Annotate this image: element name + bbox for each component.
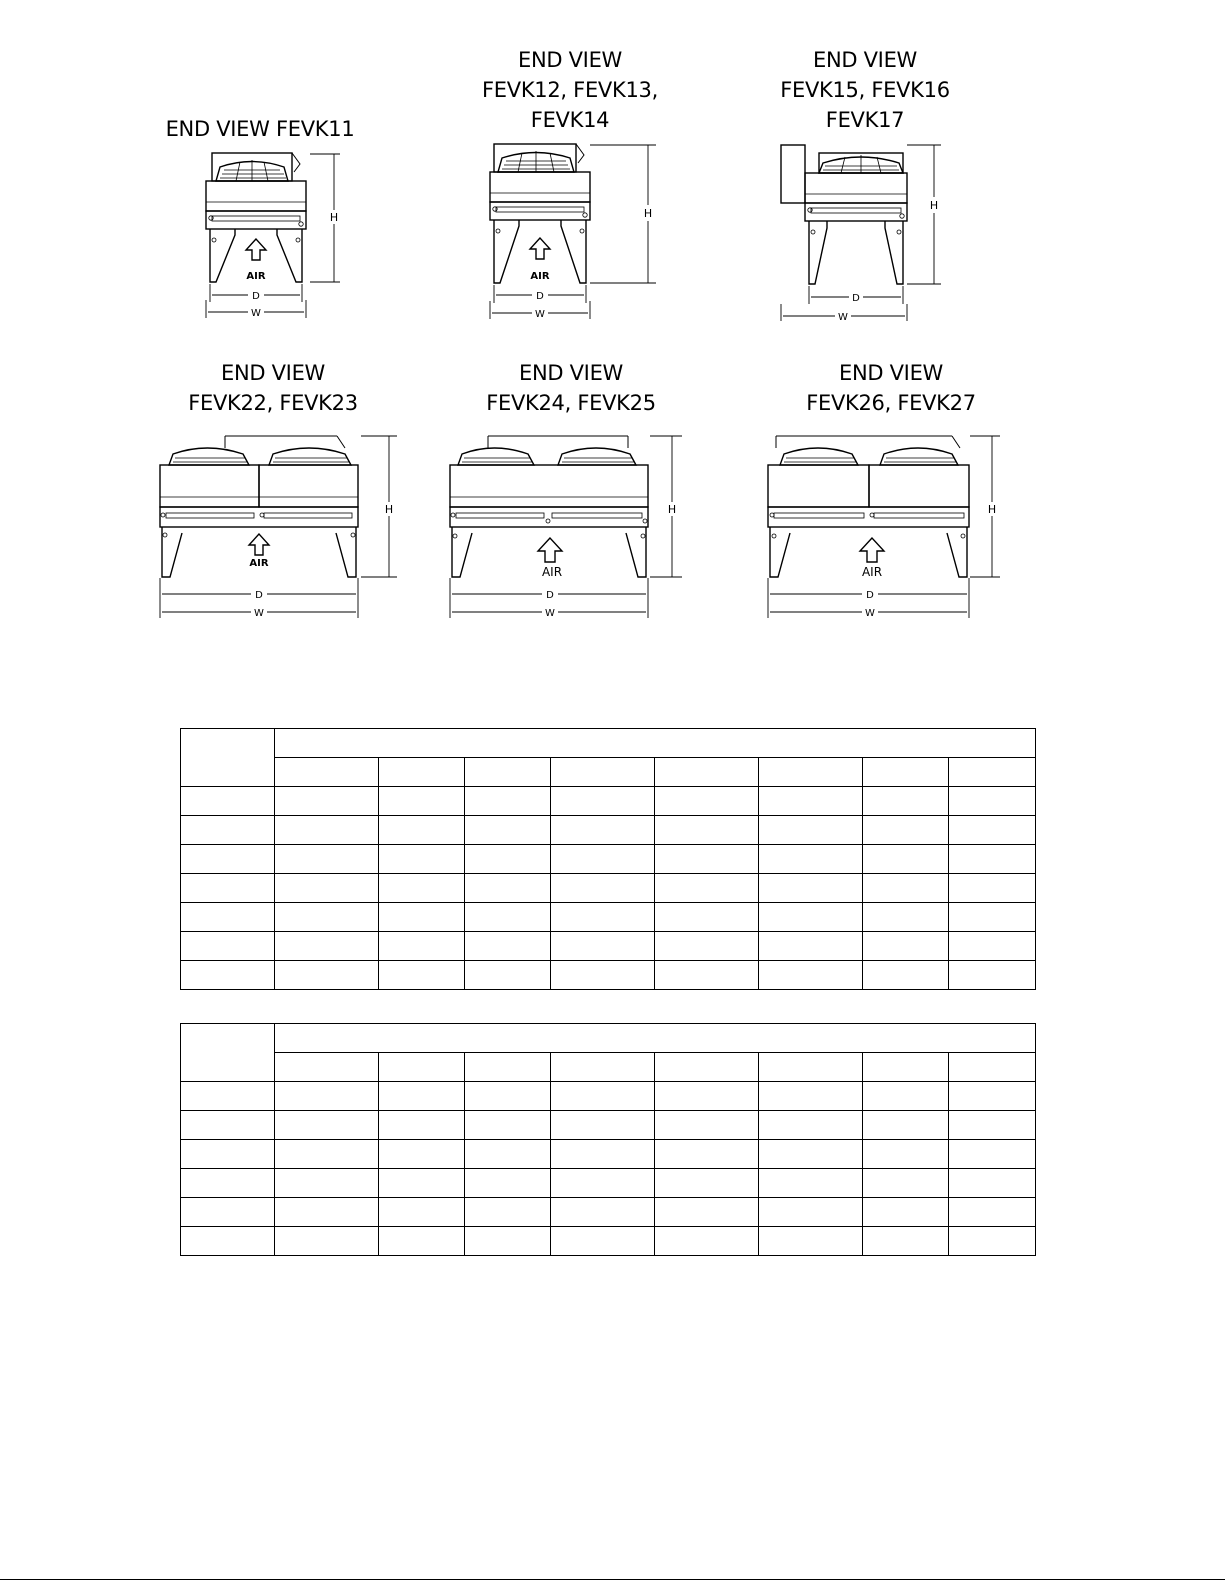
table-header-row [181, 729, 1036, 758]
table-row [181, 1198, 1036, 1227]
table-row [181, 1140, 1036, 1169]
table-cell [949, 932, 1036, 961]
table-cell [181, 932, 275, 961]
table-cell [465, 1169, 551, 1198]
table-cell [379, 1111, 465, 1140]
table-cell [863, 758, 949, 787]
table-cell [759, 932, 863, 961]
table-row [181, 1111, 1036, 1140]
table-cell [379, 932, 465, 961]
view-title-line: END VIEW [517, 48, 622, 72]
table-cell [759, 758, 863, 787]
table-cell [465, 1198, 551, 1227]
view-title-line: FEVK15, FEVK16 [780, 78, 950, 102]
view-title-line: END VIEW [220, 361, 325, 385]
view-title-line: FEVK14 [530, 108, 610, 132]
view-title-line: END VIEW [812, 48, 917, 72]
table-cell [949, 1053, 1036, 1082]
end-view-fevk12-14 [450, 45, 690, 330]
table-row [181, 932, 1036, 961]
table-cell [863, 845, 949, 874]
table-cell [949, 903, 1036, 932]
table-cell [379, 961, 465, 990]
table-cell [655, 758, 759, 787]
table-cell [949, 758, 1036, 787]
end-view-fevk22-23 [145, 358, 405, 620]
table-cell [949, 961, 1036, 990]
table-row [181, 1082, 1036, 1111]
table-row [181, 903, 1036, 932]
table-cell [863, 903, 949, 932]
table-cell [551, 903, 655, 932]
table-cell [863, 1053, 949, 1082]
table-cell [181, 845, 275, 874]
table-cell [181, 1169, 275, 1198]
height-label: H [987, 503, 997, 516]
table-cell [949, 1169, 1036, 1198]
table-cell [379, 787, 465, 816]
table-cell [655, 1140, 759, 1169]
table-cell [655, 1227, 759, 1256]
table-cell [551, 816, 655, 845]
table-cell [275, 845, 379, 874]
depth-label: D [252, 291, 260, 302]
table-cell [275, 1111, 379, 1140]
table-cell [181, 1140, 275, 1169]
table-cell [379, 1140, 465, 1169]
table-cell [655, 1198, 759, 1227]
table-cell [379, 758, 465, 787]
table-cell [379, 1053, 465, 1082]
table-cell [465, 1227, 551, 1256]
table-cell [275, 932, 379, 961]
table-cell [379, 1198, 465, 1227]
table-cell [655, 932, 759, 961]
table-cell [465, 1082, 551, 1111]
table-cell [759, 1227, 863, 1256]
table-cell [863, 787, 949, 816]
table-cell [181, 874, 275, 903]
table-cell [551, 758, 655, 787]
dimension-table-1 [180, 728, 1036, 990]
table-cell [275, 1140, 379, 1169]
table-cell [379, 903, 465, 932]
view-title-line: END VIEW [518, 361, 623, 385]
height-label: H [384, 503, 394, 516]
table-cell [949, 1227, 1036, 1256]
end-view-fevk26-27 [760, 358, 1010, 620]
air-label: AIR [530, 271, 550, 282]
height-label: H [643, 207, 653, 220]
view-title-line: FEVK26, FEVK27 [806, 391, 976, 415]
table-subheader-row [181, 758, 1036, 787]
table-cell [379, 874, 465, 903]
table-cell [465, 845, 551, 874]
table-cell [949, 816, 1036, 845]
table-cell [181, 1111, 275, 1140]
width-label: W [254, 608, 264, 619]
table-cell [863, 874, 949, 903]
table-cell [181, 1198, 275, 1227]
table-cell [655, 874, 759, 903]
table-cell [181, 1082, 275, 1111]
group-header-cell [275, 729, 1036, 758]
table-cell [949, 845, 1036, 874]
table-row [181, 816, 1036, 845]
table-cell [275, 787, 379, 816]
table-cell [551, 1053, 655, 1082]
table-cell [465, 874, 551, 903]
table-cell [759, 903, 863, 932]
table-cell [379, 816, 465, 845]
table-cell [551, 961, 655, 990]
depth-label: D [546, 590, 554, 601]
table-cell [949, 1140, 1036, 1169]
width-label: W [545, 608, 555, 619]
table-cell [275, 758, 379, 787]
table-cell [465, 903, 551, 932]
table-cell [759, 816, 863, 845]
table-row [181, 787, 1036, 816]
table-row [181, 961, 1036, 990]
height-label: H [929, 199, 939, 212]
table-cell [863, 961, 949, 990]
unit-drawing-single-fan [765, 45, 965, 330]
unit-drawing-single-fan [450, 45, 690, 330]
table-cell [863, 1198, 949, 1227]
table-cell [551, 1227, 655, 1256]
group-header-cell [275, 1024, 1036, 1053]
table-cell [759, 1169, 863, 1198]
table-cell [949, 787, 1036, 816]
table-cell [379, 1227, 465, 1256]
table-cell [181, 903, 275, 932]
width-label: W [251, 308, 261, 319]
table-row [181, 1169, 1036, 1198]
table-cell [181, 1227, 275, 1256]
table-cell [181, 816, 275, 845]
view-title-line: END VIEW [838, 361, 943, 385]
view-title-line: FEVK17 [825, 108, 905, 132]
air-label: AIR [246, 271, 266, 282]
table-cell [465, 1140, 551, 1169]
table-row [181, 845, 1036, 874]
footer-rule [0, 1579, 1225, 1580]
table-cell [551, 1169, 655, 1198]
table-cell [465, 758, 551, 787]
table-cell [551, 845, 655, 874]
table-cell [181, 787, 275, 816]
table-cell [863, 932, 949, 961]
table-cell [655, 787, 759, 816]
table-cell [275, 1082, 379, 1111]
depth-label: D [255, 590, 263, 601]
table-cell [759, 845, 863, 874]
width-label: W [838, 312, 848, 323]
dimension-table-2 [180, 1023, 1036, 1256]
view-title-line: END VIEW FEVK11 [165, 117, 355, 141]
height-label: H [667, 503, 677, 516]
table-cell [759, 874, 863, 903]
table-cell [759, 1082, 863, 1111]
table-cell [379, 1169, 465, 1198]
table-cell [275, 1227, 379, 1256]
model-header-cell [181, 1024, 275, 1082]
unit-drawing-double-fan [145, 358, 405, 620]
table-cell [275, 1198, 379, 1227]
table-header-row [181, 1024, 1036, 1053]
view-title-line: FEVK12, FEVK13, [482, 78, 658, 102]
table-cell [379, 845, 465, 874]
table-cell [551, 1140, 655, 1169]
air-label: AIR [541, 565, 563, 579]
table-cell [465, 932, 551, 961]
table-cell [551, 1198, 655, 1227]
table-cell [655, 1169, 759, 1198]
table-cell [465, 961, 551, 990]
table-row [181, 874, 1036, 903]
table-cell [949, 1082, 1036, 1111]
table-cell [863, 1111, 949, 1140]
table-cell [759, 961, 863, 990]
table-cell [863, 1140, 949, 1169]
view-title-line: FEVK24, FEVK25 [486, 391, 656, 415]
table-cell [551, 932, 655, 961]
table-cell [949, 1111, 1036, 1140]
table-cell [759, 1053, 863, 1082]
view-title-line: FEVK22, FEVK23 [188, 391, 358, 415]
table-cell [949, 874, 1036, 903]
table-cell [863, 1082, 949, 1111]
table-cell [759, 1140, 863, 1169]
table-cell [655, 1111, 759, 1140]
air-label: AIR [861, 565, 883, 579]
table-cell [275, 816, 379, 845]
table-cell [759, 1111, 863, 1140]
table-cell [863, 1169, 949, 1198]
table-cell [759, 787, 863, 816]
model-header-cell [181, 729, 275, 787]
width-label: W [535, 309, 545, 320]
width-label: W [865, 608, 875, 619]
table-cell [551, 787, 655, 816]
table-cell [551, 1111, 655, 1140]
end-view-fevk15-17 [765, 45, 965, 330]
table-cell [551, 1082, 655, 1111]
table-cell [863, 1227, 949, 1256]
unit-drawing-double-fan [440, 358, 690, 620]
table-cell [275, 1053, 379, 1082]
table-cell [465, 1111, 551, 1140]
table-cell [655, 816, 759, 845]
table-cell [863, 816, 949, 845]
table-cell [949, 1198, 1036, 1227]
table-cell [465, 1053, 551, 1082]
table-cell [655, 961, 759, 990]
depth-label: D [866, 590, 874, 601]
table-cell [465, 816, 551, 845]
table-cell [275, 961, 379, 990]
end-view-fevk11 [160, 112, 360, 327]
table-cell [655, 1082, 759, 1111]
end-view-fevk24-25 [440, 358, 690, 620]
table-cell [655, 903, 759, 932]
table-cell [379, 1082, 465, 1111]
table-cell [655, 1053, 759, 1082]
table-cell [275, 1169, 379, 1198]
air-label: AIR [249, 558, 269, 569]
unit-drawing-double-fan [760, 358, 1010, 620]
height-label: H [329, 211, 339, 224]
table-cell [275, 874, 379, 903]
depth-label: D [536, 291, 544, 302]
table-cell [181, 961, 275, 990]
depth-label: D [852, 293, 860, 304]
table-cell [551, 874, 655, 903]
table-row [181, 1227, 1036, 1256]
table-cell [655, 845, 759, 874]
unit-drawing-single-fan [160, 112, 360, 327]
table-subheader-row [181, 1053, 1036, 1082]
table-cell [275, 903, 379, 932]
table-cell [465, 787, 551, 816]
table-cell [759, 1198, 863, 1227]
